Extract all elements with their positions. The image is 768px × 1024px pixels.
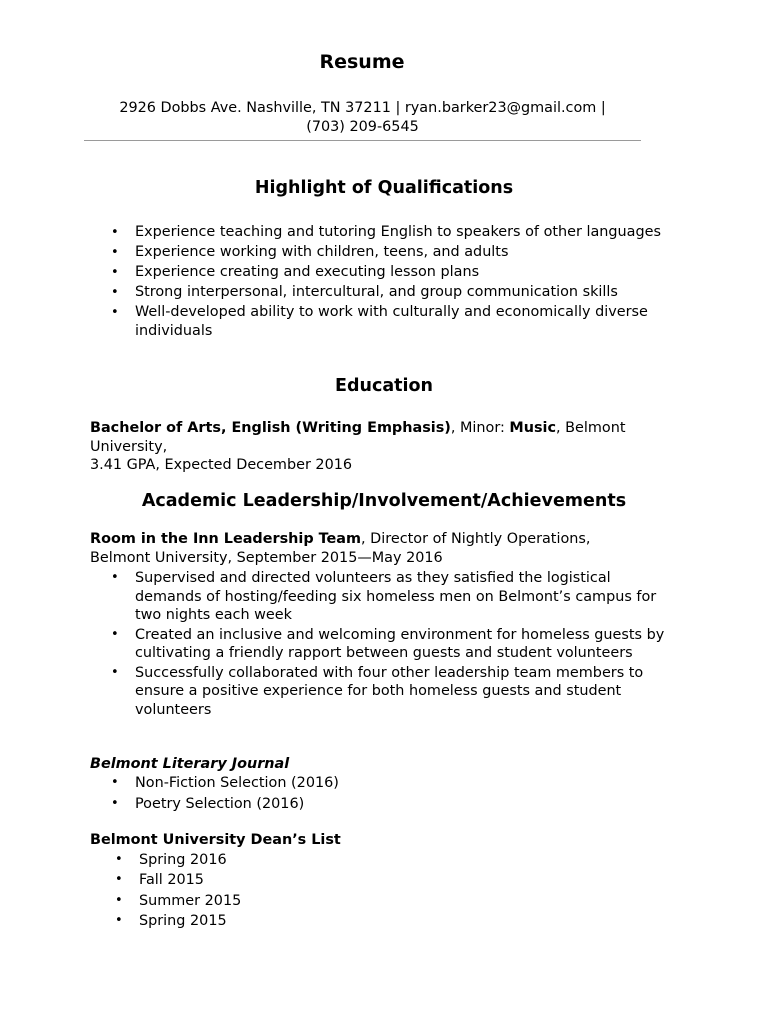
- bullet-icon: •: [111, 664, 119, 680]
- list-item: • Created an inclusive and welcoming environment for homeless guests by cultivating a friendly rapport between guests and student volunteers: [111, 626, 665, 661]
- bullet-icon: •: [115, 912, 123, 928]
- bullet-icon: •: [111, 245, 119, 260]
- bullet-icon: •: [115, 852, 123, 867]
- list-item: • Spring 2016: [139, 850, 539, 870]
- education-heading: Education: [335, 376, 433, 396]
- room-in-inn-list: [111, 569, 675, 719]
- list-item: • Non-Fiction Selection (2016): [135, 773, 535, 794]
- document-title: Resume: [319, 51, 405, 73]
- list-item: • Supervised and directed volunteers as they satisfied the logistical demands of hosting/feeding six homeless men on Belmont’s campus for two nights each week: [111, 570, 657, 623]
- org-role: , Director of Nightly Operations, Belmont University, September 2015—May 2016: [90, 531, 591, 566]
- journal-name: Belmont Literary Journal: [90, 756, 290, 772]
- bullet-icon: •: [115, 872, 123, 888]
- contact-info: [84, 99, 641, 136]
- degree-name: Bachelor of Arts, English (Writing Emphasis): [90, 420, 451, 436]
- deans-list: [115, 850, 539, 931]
- list-item: • Poetry Selection (2016): [135, 794, 535, 815]
- room-in-inn-entry: [90, 530, 630, 567]
- minor-name: Music: [509, 420, 557, 436]
- list-item: • Well-developed ability to work with culturally and economically diverse individuals: [111, 304, 648, 339]
- qualifications-list: [111, 223, 680, 341]
- minor-label: , Minor:: [450, 420, 510, 436]
- org-name: Room in the Inn Leadership Team: [90, 531, 362, 547]
- list-item: • Strong interpersonal, intercultural, and group communication skills: [111, 284, 618, 300]
- list-item: • Fall 2015: [139, 870, 539, 890]
- contact-line-phone: (703) 209-6545: [306, 118, 419, 135]
- bullet-icon: •: [111, 285, 119, 300]
- list-item: • Spring 2015: [139, 911, 539, 931]
- gpa-line: 3.41 GPA, Expected December 2016: [90, 457, 353, 473]
- involvement-heading: Academic Leadership/Involvement/Achievements: [141, 491, 627, 511]
- school-name: , Belmont University,: [90, 420, 626, 455]
- qualifications-heading: Highlight of Qualifications: [254, 178, 514, 198]
- bullet-icon: •: [111, 225, 119, 240]
- bullet-icon: •: [111, 775, 119, 790]
- bullet-icon: •: [111, 265, 119, 280]
- list-item: • Experience teaching and tutoring English to speakers of other languages: [111, 224, 661, 240]
- bullet-icon: •: [111, 795, 119, 811]
- contact-line-address-email: 2926 Dobbs Ave. Nashville, TN 37211 | ryan.barker23@gmail.com |: [119, 100, 606, 116]
- list-item: • Summer 2015: [139, 891, 539, 911]
- bullet-icon: •: [111, 305, 119, 320]
- bullet-icon: •: [115, 892, 123, 908]
- deans-list-name: Belmont University Dean’s List: [90, 832, 341, 848]
- bullet-icon: •: [111, 570, 119, 585]
- list-item: • Experience working with children, teens, and adults: [111, 244, 509, 260]
- list-item: • Experience creating and executing lesson plans: [111, 264, 480, 280]
- bullet-icon: •: [111, 626, 119, 642]
- list-item: • Successfully collaborated with four other leadership team members to ensure a positive experience for both homeless guests and student volunteers: [111, 664, 644, 718]
- education-entry: [90, 419, 665, 475]
- journal-list: [111, 773, 535, 814]
- header-divider: [84, 140, 641, 141]
